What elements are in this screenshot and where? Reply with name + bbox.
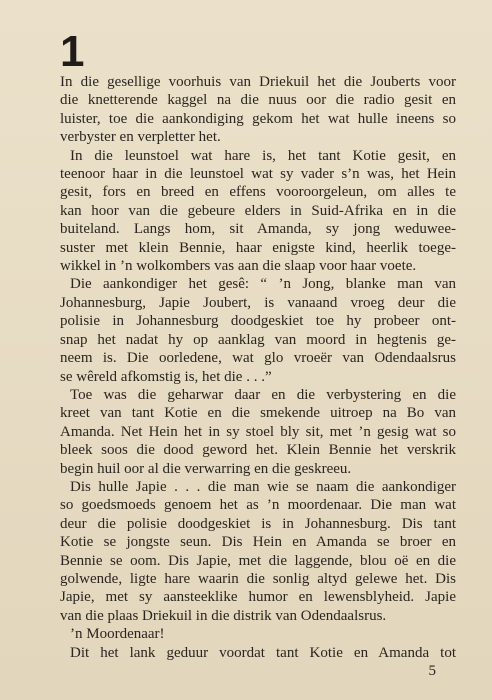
text-line: Japie, met sy aansteeklike humor en lewensblyheid. Japie [60, 589, 456, 606]
text-line: Die aankondiger het gesê: “ ’n Jong, blanke man van [70, 276, 456, 293]
text-line: deur die polisie doodgeskiet is in Johannesburg. Dis tant [60, 515, 456, 532]
text-line: ’n Moordenaar! [70, 626, 165, 643]
text-line: die knetterende kaggel na die nuus oor die radio gesit en [60, 92, 456, 109]
text-line: Toe was die geharwar daar en die verbystering en die [70, 386, 456, 403]
text-line: Bennie se oom. Dis Japie, met die laggende, blou oë en die [60, 552, 456, 569]
text-line: golwende, ligte hare waarin die sonlig altyd gelewe het. Dis [60, 570, 456, 587]
text-line: Amanda. Net Hein het in sy stoel bly sit, met ’n gesig wat so [60, 423, 456, 440]
text-line: luister, toe die aankondiging gekom het wat hulle ineens so [60, 110, 456, 127]
text-line: bleek soos die dood geword het. Klein Bennie het verskrik [60, 442, 456, 459]
text-line: begin huil oor al die verwarring en die geskreeu. [60, 460, 352, 477]
text-line: Kotie se jongste seun. Dis Hein en Amanda se broer en [60, 534, 456, 551]
text-line: In die gesellige voorhuis van Driekuil het die Jouberts voor [60, 74, 456, 90]
text-line: buiteland. Langs hom, sit Amanda, sy jong weduwee- [60, 221, 456, 238]
text-line: polisie in Johannesburg doodgeskiet toe hy probeer ont- [60, 313, 456, 330]
text-line: teenoor haar in die leunstoel wat sy vader s’n was, het Hein [60, 166, 456, 183]
text-line: wikkel in ’n wolkombers vas aan die slaap voor haar voete. [60, 258, 417, 275]
text-line: neem is. Die oorledene, wat glo vroeër van Odendaalsrus [60, 350, 456, 367]
text-line: gesit, fors en breed en effens vooroorgeleun, om alles te [60, 184, 456, 201]
chapter-number: 1 [60, 27, 85, 76]
text-line: van die plaas Driekuil in die distrik van Odendaalsrus. [60, 607, 387, 624]
text-line: In die leunstoel wat hare is, het tant Kotie gesit, en [70, 147, 456, 164]
text-line: kan hoor van die gebeure elders in Suid-Afrika en in die [60, 202, 456, 219]
text-line: snap het nadat hy op aanklag van moord in hegtenis ge- [60, 331, 456, 348]
body-text [60, 73, 456, 662]
text-line: Dis hulle Japie . . . die man wie se naam die aankondiger [70, 478, 456, 495]
text-line: Dit het lank geduur voordat tant Kotie en Amanda tot [70, 644, 456, 661]
text-line: kreet van tant Kotie en die smekende uitroep na Bo van [60, 405, 456, 422]
text-line: suster met klein Bennie, haar enigste kind, heerlik toege- [60, 239, 456, 256]
text-line: Johannesburg, Japie Joubert, is vanaand vroeg deur die [60, 294, 456, 311]
text-line: verbyster en verpletter het. [60, 129, 221, 146]
text-line: so goedsmoeds genoem het as ’n moordenaar. Die man wat [60, 497, 456, 514]
page-number: 5 [428, 663, 436, 679]
text-line: se wêreld afkomstig is, het die . . .” [60, 368, 272, 385]
